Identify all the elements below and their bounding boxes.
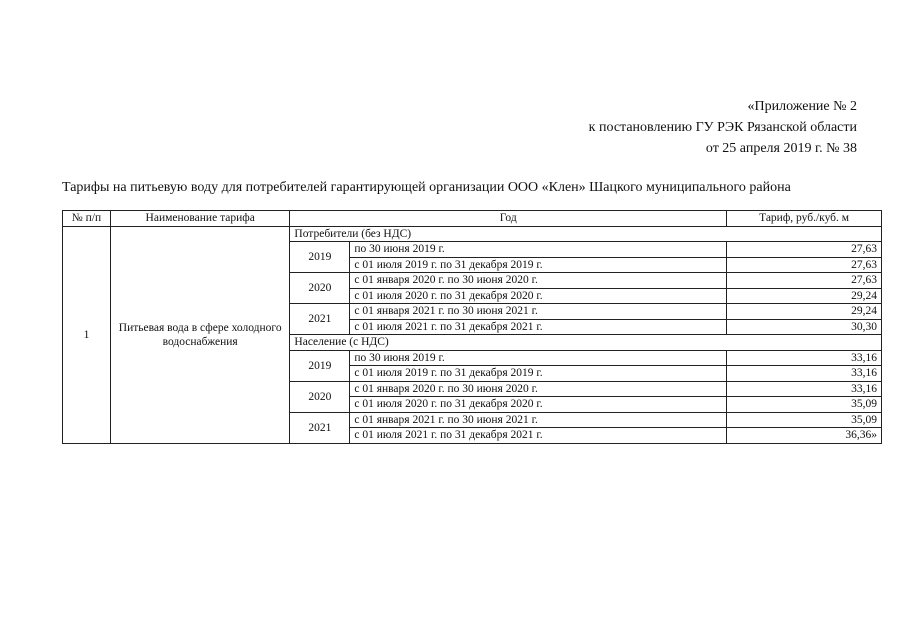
- tariff-value: 27,63: [727, 242, 882, 258]
- group-label: Потребители (без НДС): [290, 226, 882, 242]
- year-cell: 2020: [290, 273, 350, 304]
- group-label: Население (с НДС): [290, 335, 882, 351]
- tariff-value: 33,16: [727, 381, 882, 397]
- period-cell: с 01 января 2020 г. по 30 июня 2020 г.: [350, 381, 727, 397]
- period-cell: с 01 января 2021 г. по 30 июня 2021 г.: [350, 304, 727, 320]
- period-cell: с 01 января 2021 г. по 30 июня 2021 г.: [350, 412, 727, 428]
- column-header-number: № п/п: [63, 211, 111, 227]
- period-cell: с 01 января 2020 г. по 30 июня 2020 г.: [350, 273, 727, 289]
- table-body: [63, 226, 882, 443]
- period-cell: с 01 июля 2020 г. по 31 декабря 2020 г.: [350, 288, 727, 304]
- tariff-value: 33,16: [727, 366, 882, 382]
- column-header-year: Год: [290, 211, 727, 227]
- appendix-label: «Приложение № 2: [747, 99, 857, 114]
- period-cell: с 01 июля 2021 г. по 31 декабря 2021 г.: [350, 319, 727, 335]
- year-cell: 2020: [290, 381, 350, 412]
- row-number-cell: 1: [63, 226, 111, 443]
- tariff-value: 33,16: [727, 350, 882, 366]
- tariff-value: 27,63: [727, 257, 882, 273]
- column-header-tariff: Тариф, руб./куб. м: [727, 211, 882, 227]
- tariff-value: 35,09: [727, 397, 882, 413]
- table-header-row: [63, 211, 882, 227]
- period-cell: по 30 июня 2019 г.: [350, 350, 727, 366]
- tariff-value: 29,24: [727, 304, 882, 320]
- period-cell: с 01 июля 2019 г. по 31 декабря 2019 г.: [350, 366, 727, 382]
- tariff-table: [62, 210, 882, 444]
- period-cell: с 01 июля 2020 г. по 31 декабря 2020 г.: [350, 397, 727, 413]
- tariff-name-cell: Питьевая вода в сфере холодного водоснабжения: [110, 226, 289, 443]
- year-cell: 2019: [290, 350, 350, 381]
- period-cell: с 01 июля 2019 г. по 31 декабря 2019 г.: [350, 257, 727, 273]
- resolution-date: от 25 апреля 2019 г. № 38: [705, 141, 857, 156]
- year-cell: 2019: [290, 242, 350, 273]
- tariff-value: 29,24: [727, 288, 882, 304]
- column-header-name: Наименование тарифа: [110, 211, 289, 227]
- group-row: [63, 226, 882, 242]
- tariff-value: 35,09: [727, 412, 882, 428]
- period-cell: по 30 июня 2019 г.: [350, 242, 727, 258]
- tariff-value: 30,30: [727, 319, 882, 335]
- year-cell: 2021: [290, 412, 350, 443]
- year-cell: 2021: [290, 304, 350, 335]
- resolution-reference: к постановлению ГУ РЭК Рязанской области: [588, 120, 857, 135]
- period-cell: с 01 июля 2021 г. по 31 декабря 2021 г.: [350, 428, 727, 444]
- tariff-value: 36,36»: [727, 428, 882, 444]
- document-title: Тарифы на питьевую воду для потребителей гарантирующей организации ООО «Клен» Шацкого муниципального района: [62, 180, 791, 195]
- document-header: [589, 96, 857, 159]
- tariff-value: 27,63: [727, 273, 882, 289]
